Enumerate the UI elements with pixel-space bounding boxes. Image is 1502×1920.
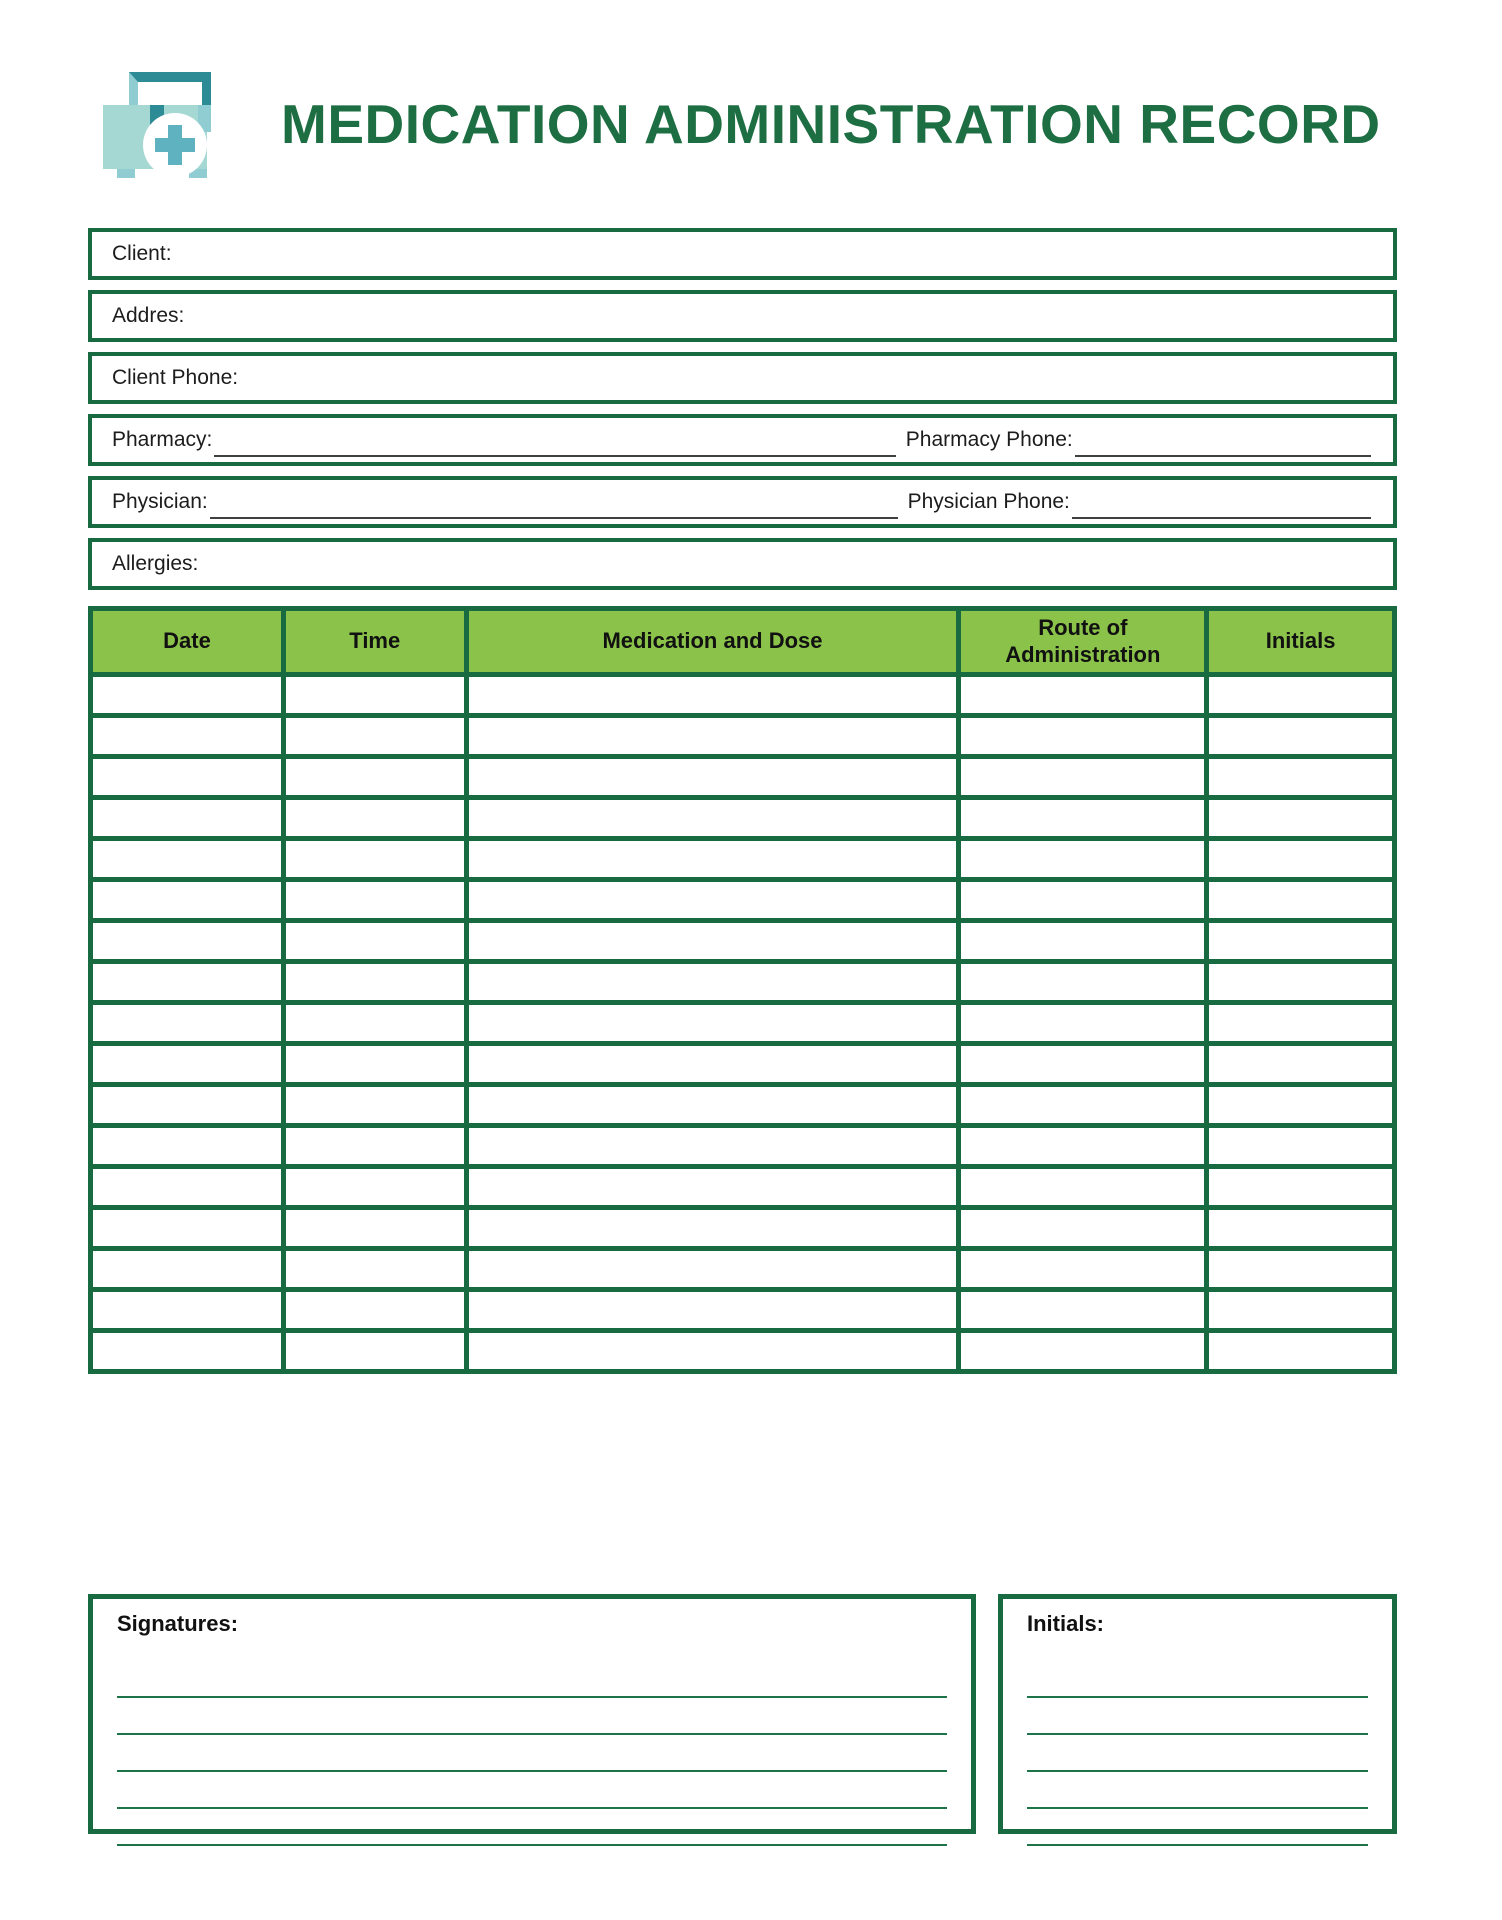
initials-line[interactable] (1027, 1735, 1368, 1772)
physician-label: Physician: (112, 490, 208, 513)
table-cell[interactable] (1207, 839, 1395, 880)
table-cell[interactable] (283, 1044, 466, 1085)
client-phone-field[interactable] (88, 352, 1397, 404)
signature-line[interactable] (117, 1772, 947, 1809)
table-cell[interactable] (466, 880, 959, 921)
table-cell[interactable] (283, 839, 466, 880)
pharmacy-label: Pharmacy: (112, 428, 213, 451)
signature-line[interactable] (117, 1698, 947, 1735)
table-cell[interactable] (283, 757, 466, 798)
client-info-section (88, 228, 1397, 600)
table-cell[interactable] (1207, 921, 1395, 962)
table-cell[interactable] (283, 1331, 466, 1372)
table-cell[interactable] (1207, 1331, 1395, 1372)
table-cell[interactable] (466, 1208, 959, 1249)
table-row (91, 1249, 1395, 1290)
table-cell[interactable] (959, 1167, 1207, 1208)
pharmacy-field[interactable] (88, 414, 1397, 466)
table-cell[interactable] (466, 921, 959, 962)
page-header (103, 68, 1403, 180)
table-row (91, 962, 1395, 1003)
table-cell[interactable] (283, 1003, 466, 1044)
table-header-row (91, 609, 1395, 675)
client-label: Client: (112, 242, 172, 265)
address-field[interactable] (88, 290, 1397, 342)
column-header-initials: Initials (1207, 609, 1395, 675)
table-cell[interactable] (91, 1249, 284, 1290)
table-cell[interactable] (283, 798, 466, 839)
pharmacy-phone-blank-line[interactable] (1075, 423, 1371, 457)
table-row (91, 1085, 1395, 1126)
signature-lines (117, 1661, 947, 1846)
table-cell[interactable] (959, 1290, 1207, 1331)
table-cell[interactable] (466, 757, 959, 798)
table-cell[interactable] (1207, 757, 1395, 798)
table-cell[interactable] (91, 1331, 284, 1372)
table-cell[interactable] (1207, 1044, 1395, 1085)
allergies-label: Allergies: (112, 552, 199, 575)
table-cell[interactable] (959, 962, 1207, 1003)
kit-foot (117, 169, 135, 178)
medication-table (88, 606, 1397, 1374)
footer-section (88, 1594, 1397, 1834)
table-cell[interactable] (959, 1126, 1207, 1167)
table-cell[interactable] (91, 757, 284, 798)
initials-lines (1027, 1661, 1368, 1846)
signature-line[interactable] (117, 1809, 947, 1846)
physician-phone-label: Physician Phone: (907, 490, 1070, 513)
table-cell[interactable] (466, 1003, 959, 1044)
table-cell[interactable] (1207, 962, 1395, 1003)
physician-blank-line[interactable] (210, 485, 898, 519)
table-cell[interactable] (91, 716, 284, 757)
physician-field[interactable] (88, 476, 1397, 528)
table-cell[interactable] (1207, 1126, 1395, 1167)
table-cell[interactable] (91, 880, 284, 921)
table-cell[interactable] (91, 1208, 284, 1249)
table-cell[interactable] (1207, 1249, 1395, 1290)
table-cell[interactable] (91, 798, 284, 839)
table-cell[interactable] (283, 1249, 466, 1290)
table-row (91, 1126, 1395, 1167)
table-cell[interactable] (91, 1167, 284, 1208)
table-row (91, 798, 1395, 839)
table-cell[interactable] (283, 962, 466, 1003)
table-cell[interactable] (466, 675, 959, 716)
table-row (91, 921, 1395, 962)
address-label: Addres: (112, 304, 185, 327)
first-aid-kit-icon (103, 72, 217, 177)
table-row (91, 716, 1395, 757)
table-cell[interactable] (959, 1249, 1207, 1290)
table-cell[interactable] (283, 1085, 466, 1126)
table-cell[interactable] (959, 1003, 1207, 1044)
table-row (91, 880, 1395, 921)
table-row (91, 839, 1395, 880)
table-cell[interactable] (466, 798, 959, 839)
table-cell[interactable] (283, 716, 466, 757)
table-cell[interactable] (959, 757, 1207, 798)
client-field[interactable] (88, 228, 1397, 280)
table-cell[interactable] (466, 1085, 959, 1126)
table-cell[interactable] (466, 1290, 959, 1331)
medical-cross-icon (143, 113, 207, 177)
table-row (91, 1003, 1395, 1044)
table-row (91, 1044, 1395, 1085)
table-cell[interactable] (466, 962, 959, 1003)
table-cell[interactable] (466, 1167, 959, 1208)
table-cell[interactable] (1207, 1003, 1395, 1044)
table-cell[interactable] (959, 716, 1207, 757)
column-header-route-of-administration: Route of Administration (959, 609, 1207, 675)
initials-box (998, 1594, 1397, 1834)
initials-line[interactable] (1027, 1772, 1368, 1809)
table-cell[interactable] (1207, 880, 1395, 921)
initials-label: Initials: (1027, 1611, 1105, 1636)
table-cell[interactable] (283, 921, 466, 962)
table-cell[interactable] (91, 1003, 284, 1044)
table-cell[interactable] (959, 880, 1207, 921)
table-cell[interactable] (283, 1290, 466, 1331)
table-cell[interactable] (959, 1208, 1207, 1249)
table-cell[interactable] (466, 1249, 959, 1290)
table-row (91, 675, 1395, 716)
table-cell[interactable] (283, 880, 466, 921)
table-cell[interactable] (959, 798, 1207, 839)
column-header-date: Date (91, 609, 284, 675)
table-row (91, 757, 1395, 798)
table-row (91, 1208, 1395, 1249)
table-cell[interactable] (959, 1085, 1207, 1126)
table-cell[interactable] (959, 1331, 1207, 1372)
table-cell[interactable] (1207, 1167, 1395, 1208)
table-cell[interactable] (466, 1331, 959, 1372)
table-cell[interactable] (91, 1044, 284, 1085)
table-cell[interactable] (1207, 1208, 1395, 1249)
column-header-medication-and-dose: Medication and Dose (466, 609, 959, 675)
column-header-time: Time (283, 609, 466, 675)
table-row (91, 1331, 1395, 1372)
signature-line[interactable] (117, 1661, 947, 1698)
table-cell[interactable] (283, 1167, 466, 1208)
table-cell[interactable] (466, 716, 959, 757)
table-cell[interactable] (466, 1044, 959, 1085)
signatures-label: Signatures: (117, 1611, 239, 1636)
table-cell[interactable] (466, 839, 959, 880)
table-cell[interactable] (466, 1126, 959, 1167)
table-cell[interactable] (1207, 1085, 1395, 1126)
initials-line[interactable] (1027, 1698, 1368, 1735)
table-cell[interactable] (1207, 1290, 1395, 1331)
allergies-field[interactable] (88, 538, 1397, 590)
table-cell[interactable] (283, 1208, 466, 1249)
table-row (91, 1167, 1395, 1208)
client-phone-label: Client Phone: (112, 366, 239, 389)
initials-line[interactable] (1027, 1809, 1368, 1846)
table-row (91, 1290, 1395, 1331)
table-cell[interactable] (91, 1085, 284, 1126)
table-cell[interactable] (1207, 675, 1395, 716)
signatures-box (88, 1594, 976, 1834)
pharmacy-blank-line[interactable] (214, 423, 895, 457)
table-cell[interactable] (91, 921, 284, 962)
table-cell[interactable] (283, 675, 466, 716)
table-cell[interactable] (959, 675, 1207, 716)
pharmacy-phone-label: Pharmacy Phone: (905, 428, 1073, 451)
page-title: MEDICATION ADMINISTRATION RECORD (281, 93, 1381, 155)
table-cell[interactable] (1207, 798, 1395, 839)
table-cell[interactable] (91, 1126, 284, 1167)
table-cell[interactable] (91, 1290, 284, 1331)
table-cell[interactable] (91, 962, 284, 1003)
table-cell[interactable] (283, 1126, 466, 1167)
table-cell[interactable] (91, 675, 284, 716)
signature-line[interactable] (117, 1735, 947, 1772)
table-cell[interactable] (91, 839, 284, 880)
table-cell[interactable] (959, 921, 1207, 962)
table-cell[interactable] (959, 1044, 1207, 1085)
physician-phone-blank-line[interactable] (1072, 485, 1371, 519)
initials-line[interactable] (1027, 1661, 1368, 1698)
table-cell[interactable] (959, 839, 1207, 880)
table-cell[interactable] (1207, 716, 1395, 757)
